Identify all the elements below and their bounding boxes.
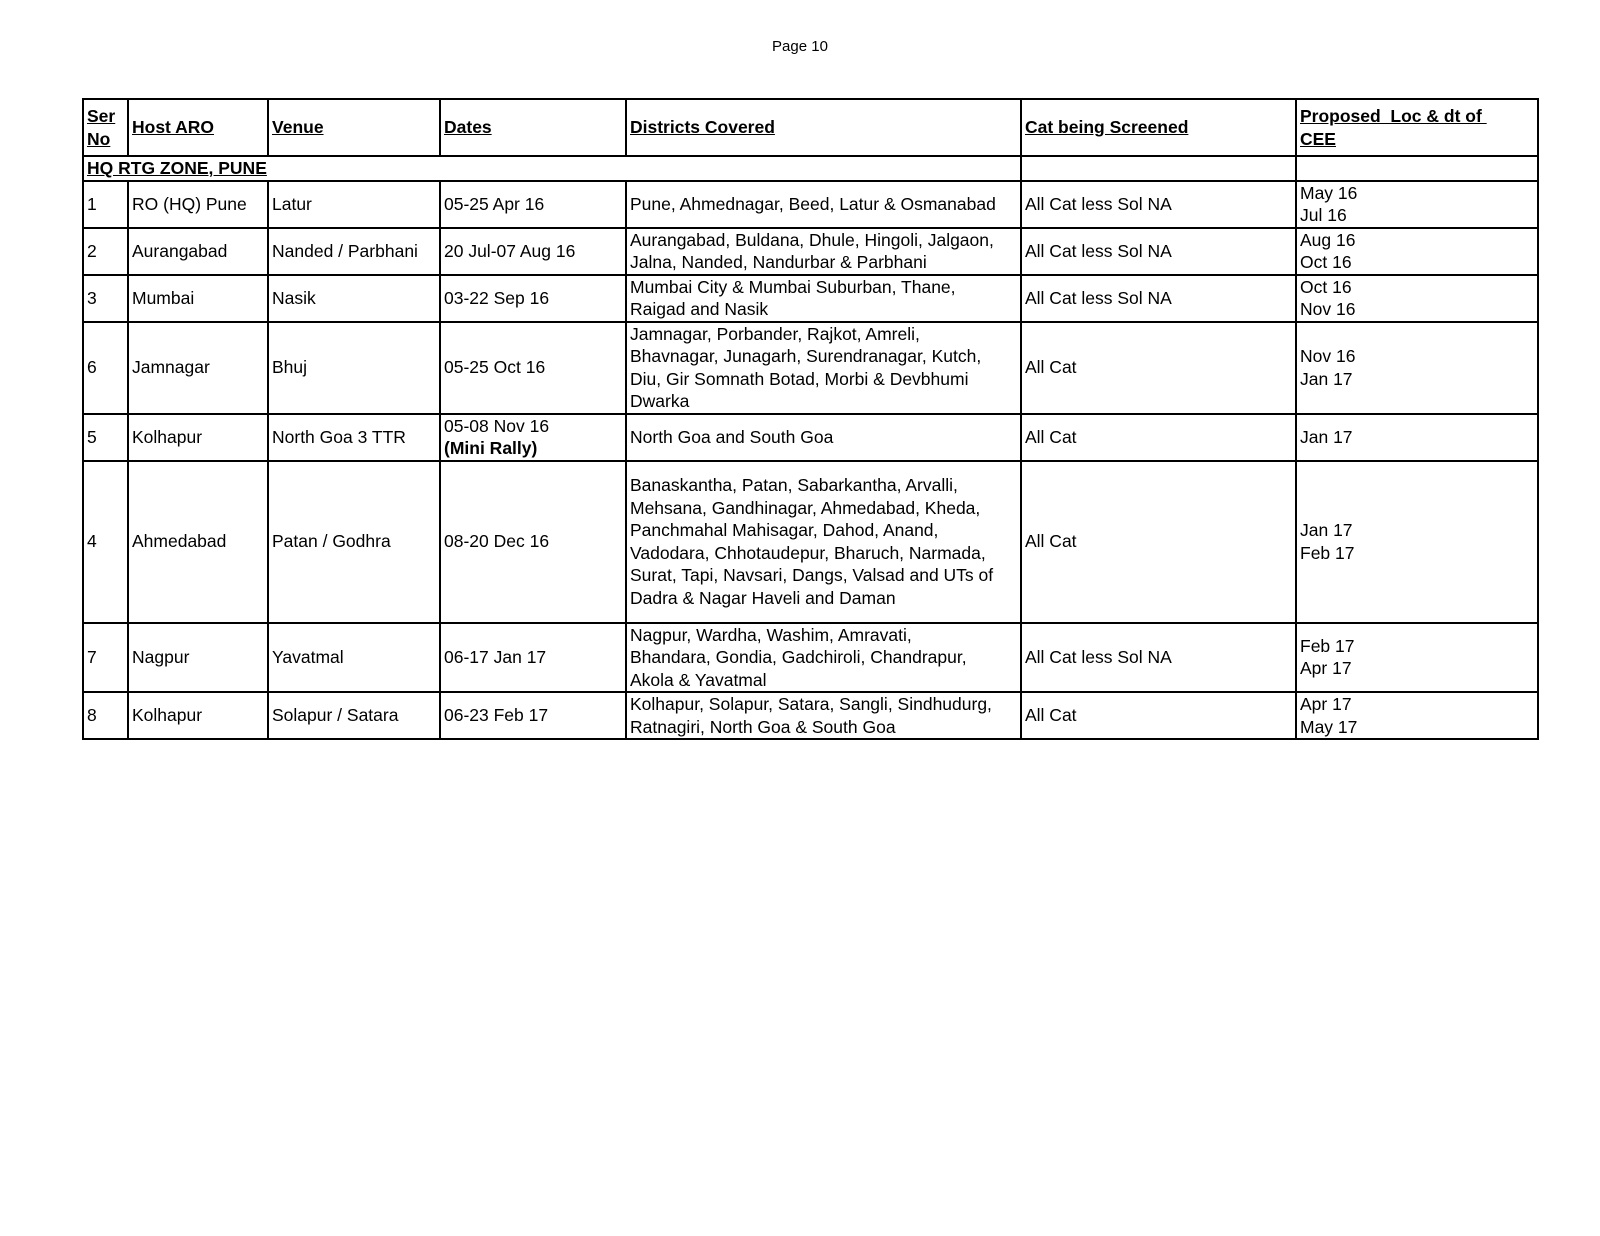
cell-districts-covered <box>626 414 1021 461</box>
cee-date-line: Jul 16 <box>1300 205 1347 225</box>
table-row <box>83 275 1538 322</box>
districts-line: Jalna, Nanded, Nandurbar & Parbhani <box>630 252 927 272</box>
cell-ser-no: 3 <box>83 275 128 322</box>
cell-dates <box>440 692 626 739</box>
cell-districts-covered <box>626 692 1021 739</box>
cell-proposed-cee <box>1296 461 1538 623</box>
cell-ser-no: 1 <box>83 181 128 228</box>
cell-host-aro: Aurangabad <box>128 228 268 275</box>
cell-dates <box>440 275 626 322</box>
header-host-aro: Host ARO <box>128 99 268 156</box>
districts-line: Mehsana, Gandhinagar, Ahmedabad, Kheda, <box>630 497 981 518</box>
cee-date-line: Apr 17 <box>1300 694 1352 714</box>
header-venue: Venue <box>268 99 440 156</box>
districts-line: Kolhapur, Solapur, Satara, Sangli, Sindhudurg, <box>630 694 992 714</box>
cell-cat-screened: All Cat less Sol NA <box>1021 275 1296 322</box>
districts-line: Bhavnagar, Junagarh, Surendranagar, Kutch, <box>630 346 982 366</box>
cell-ser-no: 6 <box>83 322 128 414</box>
districts-line: Panchmahal Mahisagar, Dahod, Anand, <box>630 520 939 540</box>
cee-date-line: Feb 17 <box>1300 635 1355 656</box>
header-ser-no-line1: Ser <box>87 106 116 126</box>
cell-venue: Yavatmal <box>268 623 440 693</box>
dates-text: 05-08 Nov 16 <box>444 415 550 436</box>
cell-venue: Solapur / Satara <box>268 692 440 739</box>
districts-line: Aurangabad, Buldana, Dhule, Hingoli, Jalgaon, <box>630 229 994 250</box>
cell-proposed-cee <box>1296 228 1538 275</box>
cee-date-line: Apr 17 <box>1300 658 1352 679</box>
dates-text: 03-22 Sep 16 <box>444 287 550 308</box>
cee-date-line: Oct 16 <box>1300 252 1352 272</box>
dates-text: 05-25 Oct 16 <box>444 357 546 378</box>
districts-line: Mumbai City & Mumbai Suburban, Thane, <box>630 276 956 297</box>
cell-districts-covered <box>626 322 1021 414</box>
cell-ser-no: 8 <box>83 692 128 739</box>
cee-date-line: Feb 17 <box>1300 542 1355 563</box>
cee-date-line: Jan 17 <box>1300 520 1353 540</box>
cell-cat-screened: All Cat less Sol NA <box>1021 228 1296 275</box>
zone-empty-cell <box>1021 156 1296 181</box>
rally-schedule-table <box>82 98 1539 740</box>
cell-ser-no: 7 <box>83 623 128 693</box>
header-row <box>83 99 1538 156</box>
table-row <box>83 322 1538 414</box>
cell-cat-screened: All Cat <box>1021 322 1296 414</box>
cee-date-line: Jan 17 <box>1300 368 1353 389</box>
cell-venue: Latur <box>268 181 440 228</box>
cell-host-aro: Jamnagar <box>128 322 268 414</box>
table-row <box>83 623 1538 693</box>
cell-cat-screened: All Cat <box>1021 414 1296 461</box>
table-row <box>83 181 1538 228</box>
table-row <box>83 228 1538 275</box>
cell-dates <box>440 181 626 228</box>
cell-host-aro: Ahmedabad <box>128 461 268 623</box>
cell-dates <box>440 322 626 414</box>
header-ser-no-line2: No <box>87 128 111 149</box>
districts-line: Jamnagar, Porbander, Rajkot, Amreli, <box>630 323 920 344</box>
cell-districts-covered <box>626 181 1021 228</box>
cee-date-line: Aug 16 <box>1300 229 1356 250</box>
header-dates: Dates <box>440 99 626 156</box>
districts-line: Diu, Gir Somnath Botad, Morbi & Devbhumi <box>630 368 969 389</box>
header-cat-screened: Cat being Screened <box>1021 99 1296 156</box>
zone-title <box>83 156 1021 181</box>
cell-host-aro: Nagpur <box>128 623 268 693</box>
cee-date-line: Nov 16 <box>1300 299 1356 319</box>
cell-venue: Nasik <box>268 275 440 322</box>
cell-host-aro: Kolhapur <box>128 414 268 461</box>
zone-row <box>83 156 1538 181</box>
districts-line: Pune, Ahmednagar, Beed, Latur & Osmanabad <box>630 193 996 214</box>
cell-cat-screened: All Cat less Sol NA <box>1021 623 1296 693</box>
cell-host-aro: RO (HQ) Pune <box>128 181 268 228</box>
dates-text: 08-20 Dec 16 <box>444 531 550 552</box>
districts-line: Vadodara, Chhotaudepur, Bharuch, Narmada, <box>630 542 986 563</box>
dates-note: (Mini Rally) <box>444 438 538 458</box>
dates-text: 20 Jul-07 Aug 16 <box>444 240 576 261</box>
cell-dates <box>440 623 626 693</box>
header-cee-line1: Proposed Loc & dt of <box>1300 106 1487 126</box>
cell-dates <box>440 414 626 461</box>
cell-proposed-cee <box>1296 414 1538 461</box>
cell-districts-covered <box>626 275 1021 322</box>
cell-venue: Nanded / Parbhani <box>268 228 440 275</box>
dates-text: 06-17 Jan 17 <box>444 647 547 667</box>
table-row <box>83 414 1538 461</box>
districts-line: Dadra & Nagar Haveli and Daman <box>630 587 896 608</box>
cell-proposed-cee <box>1296 275 1538 322</box>
cell-venue: North Goa 3 TTR <box>268 414 440 461</box>
cell-host-aro: Mumbai <box>128 275 268 322</box>
cell-proposed-cee <box>1296 692 1538 739</box>
districts-line: North Goa and South Goa <box>630 426 834 447</box>
cell-ser-no: 4 <box>83 461 128 623</box>
cell-cat-screened: All Cat <box>1021 692 1296 739</box>
dates-text: 06-23 Feb 17 <box>444 705 549 726</box>
cell-venue: Bhuj <box>268 322 440 414</box>
cell-proposed-cee <box>1296 322 1538 414</box>
districts-line: Surat, Tapi, Navsari, Dangs, Valsad and UTs of <box>630 565 994 585</box>
cell-districts-covered <box>626 228 1021 275</box>
cell-districts-covered <box>626 461 1021 623</box>
header-proposed-cee <box>1296 99 1538 156</box>
page-number-label: Page 10 <box>772 38 828 55</box>
table-row <box>83 461 1538 623</box>
cell-dates <box>440 461 626 623</box>
districts-line: Bhandara, Gondia, Gadchiroli, Chandrapur, <box>630 647 967 667</box>
cell-ser-no: 2 <box>83 228 128 275</box>
cell-proposed-cee <box>1296 181 1538 228</box>
header-cee-line2: CEE <box>1300 128 1336 149</box>
districts-line: Dwarka <box>630 391 690 411</box>
cell-cat-screened: All Cat less Sol NA <box>1021 181 1296 228</box>
districts-line: Banaskantha, Patan, Sabarkantha, Arvalli, <box>630 475 958 495</box>
zone-empty-cell <box>1296 156 1538 181</box>
cell-cat-screened: All Cat <box>1021 461 1296 623</box>
header-ser-no <box>83 99 128 156</box>
cee-date-line: Nov 16 <box>1300 346 1356 366</box>
cee-date-line: Jan 17 <box>1300 426 1353 447</box>
districts-line: Akola & Yavatmal <box>630 669 767 690</box>
cell-venue: Patan / Godhra <box>268 461 440 623</box>
districts-line: Ratnagiri, North Goa & South Goa <box>630 716 896 737</box>
cell-proposed-cee <box>1296 623 1538 693</box>
cee-date-line: Oct 16 <box>1300 276 1352 297</box>
cee-date-line: May 16 <box>1300 182 1358 203</box>
districts-line: Raigad and Nasik <box>630 299 769 319</box>
cee-date-line: May 17 <box>1300 716 1358 737</box>
districts-line: Nagpur, Wardha, Washim, Amravati, <box>630 624 912 645</box>
cell-districts-covered <box>626 623 1021 693</box>
table-row <box>83 692 1538 739</box>
cell-ser-no: 5 <box>83 414 128 461</box>
cell-host-aro: Kolhapur <box>128 692 268 739</box>
cell-dates <box>440 228 626 275</box>
zone-title-text: HQ RTG ZONE, PUNE <box>87 158 267 178</box>
header-districts-covered: Districts Covered <box>626 99 1021 156</box>
dates-text: 05-25 Apr 16 <box>444 193 545 214</box>
